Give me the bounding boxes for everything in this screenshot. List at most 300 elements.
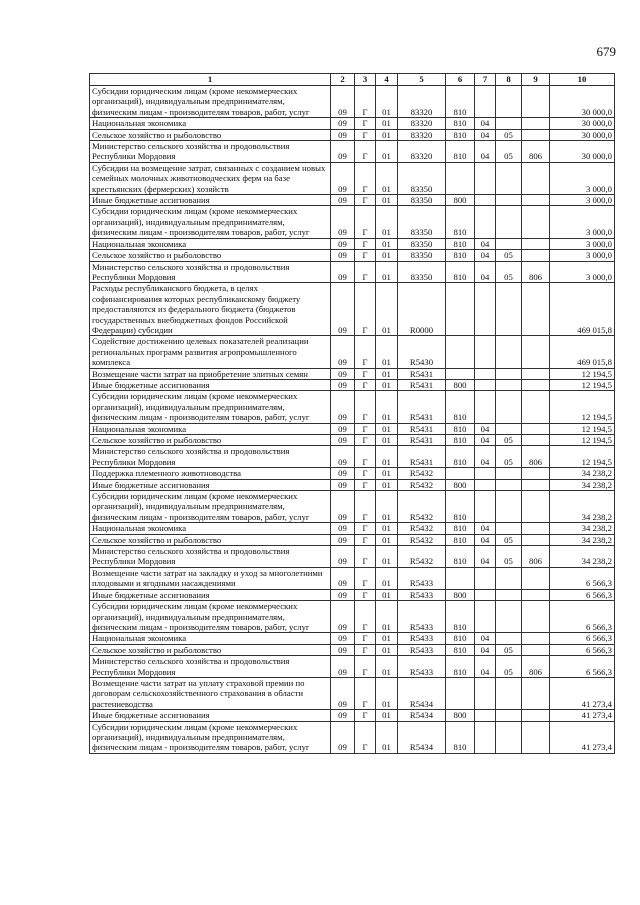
code-2: 09 bbox=[331, 601, 355, 633]
code-5: R5433 bbox=[398, 656, 446, 678]
code-6: 810 bbox=[446, 446, 475, 468]
code-3: Г bbox=[355, 250, 376, 261]
row-name: Сельское хозяйство и рыболовство bbox=[90, 644, 331, 655]
code-3: Г bbox=[355, 238, 376, 249]
code-2: 09 bbox=[331, 644, 355, 655]
table-row bbox=[90, 435, 615, 446]
code-7: 04 bbox=[475, 534, 496, 545]
code-3: Г bbox=[355, 379, 376, 390]
code-2: 09 bbox=[331, 633, 355, 644]
code-9: 806 bbox=[522, 446, 550, 468]
table-row bbox=[90, 238, 615, 249]
code-2: 09 bbox=[331, 435, 355, 446]
row-name: Субсидии юридическим лицам (кроме некоммерческих организаций), индивидуальным предпринимателям, физическим лицам - производителям товаров, работ, услуг bbox=[90, 206, 331, 238]
table-row bbox=[90, 129, 615, 140]
code-4: 01 bbox=[376, 238, 398, 249]
code-9 bbox=[522, 336, 550, 368]
code-8 bbox=[496, 206, 522, 238]
amount: 3 000,0 bbox=[550, 238, 615, 249]
table-row bbox=[90, 644, 615, 655]
code-9 bbox=[522, 391, 550, 423]
code-3: Г bbox=[355, 546, 376, 568]
code-5: R5431 bbox=[398, 446, 446, 468]
amount: 30 000,0 bbox=[550, 118, 615, 129]
code-4: 01 bbox=[376, 379, 398, 390]
row-name: Субсидии на возмещение затрат, связанных с созданием новых семейных молочных животноводческих ферм на базе крестьянских (фермерских) хозяйств bbox=[90, 162, 331, 194]
code-4: 01 bbox=[376, 118, 398, 129]
code-6: 800 bbox=[446, 479, 475, 490]
code-7 bbox=[475, 468, 496, 479]
code-8: 05 bbox=[496, 644, 522, 655]
code-2: 09 bbox=[331, 86, 355, 118]
column-header: 6 bbox=[446, 74, 475, 86]
table-row bbox=[90, 523, 615, 534]
code-7 bbox=[475, 491, 496, 523]
code-7 bbox=[475, 86, 496, 118]
row-name: Иные бюджетные ассигнования bbox=[90, 379, 331, 390]
amount: 34 238,2 bbox=[550, 523, 615, 534]
code-8: 05 bbox=[496, 435, 522, 446]
code-6: 800 bbox=[446, 379, 475, 390]
code-6: 810 bbox=[446, 656, 475, 678]
row-name: Иные бюджетные ассигнования bbox=[90, 479, 331, 490]
code-2: 09 bbox=[331, 446, 355, 468]
code-2: 09 bbox=[331, 118, 355, 129]
code-5: 83350 bbox=[398, 250, 446, 261]
code-5: R5431 bbox=[398, 423, 446, 434]
code-9 bbox=[522, 423, 550, 434]
code-3: Г bbox=[355, 423, 376, 434]
code-7 bbox=[475, 283, 496, 336]
code-6 bbox=[446, 283, 475, 336]
code-5: 83350 bbox=[398, 238, 446, 249]
amount: 3 000,0 bbox=[550, 195, 615, 206]
code-9 bbox=[522, 435, 550, 446]
code-4: 01 bbox=[376, 336, 398, 368]
amount: 6 566,3 bbox=[550, 567, 615, 589]
code-2: 09 bbox=[331, 162, 355, 194]
amount: 12 194,5 bbox=[550, 379, 615, 390]
row-name: Национальная экономика bbox=[90, 523, 331, 534]
code-8 bbox=[496, 283, 522, 336]
row-name: Сельское хозяйство и рыболовство bbox=[90, 250, 331, 261]
amount: 3 000,0 bbox=[550, 206, 615, 238]
table-row bbox=[90, 677, 615, 709]
code-7: 04 bbox=[475, 523, 496, 534]
code-8 bbox=[496, 379, 522, 390]
code-4: 01 bbox=[376, 479, 398, 490]
code-4: 01 bbox=[376, 523, 398, 534]
code-5: R5431 bbox=[398, 379, 446, 390]
code-3: Г bbox=[355, 677, 376, 709]
code-8 bbox=[496, 601, 522, 633]
code-3: Г bbox=[355, 589, 376, 600]
code-9 bbox=[522, 601, 550, 633]
code-4: 01 bbox=[376, 368, 398, 379]
code-3: Г bbox=[355, 633, 376, 644]
code-6 bbox=[446, 368, 475, 379]
code-5: R5433 bbox=[398, 567, 446, 589]
code-8 bbox=[496, 118, 522, 129]
row-name: Субсидии юридическим лицам (кроме некоммерческих организаций), индивидуальным предпринимателям, физическим лицам - производителям товаров, работ, услуг bbox=[90, 86, 331, 118]
code-9 bbox=[522, 567, 550, 589]
code-5: 83350 bbox=[398, 261, 446, 283]
code-8: 05 bbox=[496, 656, 522, 678]
code-6: 810 bbox=[446, 261, 475, 283]
code-3: Г bbox=[355, 656, 376, 678]
code-6 bbox=[446, 567, 475, 589]
table-row bbox=[90, 141, 615, 163]
code-6: 800 bbox=[446, 589, 475, 600]
code-8 bbox=[496, 468, 522, 479]
table-row bbox=[90, 162, 615, 194]
code-8: 05 bbox=[496, 261, 522, 283]
amount: 41 273,4 bbox=[550, 677, 615, 709]
code-7 bbox=[475, 589, 496, 600]
code-8 bbox=[496, 423, 522, 434]
code-5: R5432 bbox=[398, 468, 446, 479]
code-5: R5433 bbox=[398, 633, 446, 644]
code-8 bbox=[496, 677, 522, 709]
code-8: 05 bbox=[496, 534, 522, 545]
code-3: Г bbox=[355, 162, 376, 194]
amount: 30 000,0 bbox=[550, 141, 615, 163]
code-4: 01 bbox=[376, 567, 398, 589]
code-7: 04 bbox=[475, 238, 496, 249]
code-3: Г bbox=[355, 336, 376, 368]
row-name: Министерство сельского хозяйства и продовольствия Республики Мордовия bbox=[90, 141, 331, 163]
code-7: 04 bbox=[475, 435, 496, 446]
code-2: 09 bbox=[331, 710, 355, 721]
code-5: R5432 bbox=[398, 479, 446, 490]
code-7: 04 bbox=[475, 250, 496, 261]
code-9 bbox=[522, 162, 550, 194]
code-9: 806 bbox=[522, 546, 550, 568]
code-8 bbox=[496, 162, 522, 194]
table-row bbox=[90, 534, 615, 545]
code-2: 09 bbox=[331, 129, 355, 140]
code-9 bbox=[522, 534, 550, 545]
row-name: Возмещение части затрат на приобретение элитных семян bbox=[90, 368, 331, 379]
code-3: Г bbox=[355, 391, 376, 423]
column-header: 3 bbox=[355, 74, 376, 86]
code-4: 01 bbox=[376, 86, 398, 118]
table-row bbox=[90, 250, 615, 261]
code-8: 05 bbox=[496, 250, 522, 261]
table-row bbox=[90, 710, 615, 721]
amount: 12 194,5 bbox=[550, 435, 615, 446]
amount: 34 238,2 bbox=[550, 468, 615, 479]
code-7: 04 bbox=[475, 129, 496, 140]
row-name: Национальная экономика bbox=[90, 423, 331, 434]
code-4: 01 bbox=[376, 534, 398, 545]
code-4: 01 bbox=[376, 250, 398, 261]
code-2: 09 bbox=[331, 534, 355, 545]
code-3: Г bbox=[355, 368, 376, 379]
code-9 bbox=[522, 250, 550, 261]
code-6: 810 bbox=[446, 129, 475, 140]
code-5: R5432 bbox=[398, 546, 446, 568]
code-5: R5433 bbox=[398, 644, 446, 655]
code-2: 09 bbox=[331, 468, 355, 479]
table-row bbox=[90, 546, 615, 568]
amount: 30 000,0 bbox=[550, 129, 615, 140]
row-name: Поддержка племенного животноводства bbox=[90, 468, 331, 479]
code-6: 800 bbox=[446, 195, 475, 206]
code-2: 09 bbox=[331, 523, 355, 534]
code-9 bbox=[522, 479, 550, 490]
amount: 6 566,3 bbox=[550, 589, 615, 600]
row-name: Субсидии юридическим лицам (кроме некоммерческих организаций), индивидуальным предпринимателям, физическим лицам - производителям товаров, работ, услуг bbox=[90, 491, 331, 523]
code-5: R5433 bbox=[398, 601, 446, 633]
code-5: 83320 bbox=[398, 129, 446, 140]
code-7 bbox=[475, 479, 496, 490]
code-7 bbox=[475, 710, 496, 721]
code-2: 09 bbox=[331, 491, 355, 523]
code-6: 810 bbox=[446, 644, 475, 655]
amount: 12 194,5 bbox=[550, 423, 615, 434]
code-4: 01 bbox=[376, 446, 398, 468]
table-row bbox=[90, 446, 615, 468]
code-5: R5432 bbox=[398, 491, 446, 523]
table-row bbox=[90, 283, 615, 336]
row-name: Возмещение части затрат на закладку и уход за многолетними плодовыми и ягодными насаждениями bbox=[90, 567, 331, 589]
code-5: R5434 bbox=[398, 710, 446, 721]
code-8 bbox=[496, 195, 522, 206]
code-3: Г bbox=[355, 446, 376, 468]
code-4: 01 bbox=[376, 656, 398, 678]
amount: 41 273,4 bbox=[550, 710, 615, 721]
code-7 bbox=[475, 601, 496, 633]
code-9 bbox=[522, 468, 550, 479]
amount: 469 015,8 bbox=[550, 336, 615, 368]
code-3: Г bbox=[355, 283, 376, 336]
code-6: 810 bbox=[446, 633, 475, 644]
code-4: 01 bbox=[376, 423, 398, 434]
code-6: 810 bbox=[446, 118, 475, 129]
code-2: 09 bbox=[331, 589, 355, 600]
code-5: R5431 bbox=[398, 391, 446, 423]
code-7 bbox=[475, 721, 496, 753]
row-name: Иные бюджетные ассигнования bbox=[90, 710, 331, 721]
row-name: Министерство сельского хозяйства и продовольствия Республики Мордовия bbox=[90, 446, 331, 468]
table-row bbox=[90, 589, 615, 600]
code-3: Г bbox=[355, 118, 376, 129]
code-8: 05 bbox=[496, 546, 522, 568]
code-5: R0000 bbox=[398, 283, 446, 336]
code-9 bbox=[522, 129, 550, 140]
code-2: 09 bbox=[331, 677, 355, 709]
code-5: 83350 bbox=[398, 162, 446, 194]
code-8 bbox=[496, 491, 522, 523]
code-6: 810 bbox=[446, 721, 475, 753]
code-3: Г bbox=[355, 534, 376, 545]
amount: 34 238,2 bbox=[550, 546, 615, 568]
table-row bbox=[90, 206, 615, 238]
code-5: R5434 bbox=[398, 677, 446, 709]
table-row bbox=[90, 721, 615, 753]
code-7: 04 bbox=[475, 141, 496, 163]
code-8 bbox=[496, 479, 522, 490]
table-row bbox=[90, 479, 615, 490]
table-row bbox=[90, 368, 615, 379]
table-row bbox=[90, 336, 615, 368]
code-9 bbox=[522, 710, 550, 721]
row-name: Национальная экономика bbox=[90, 238, 331, 249]
code-4: 01 bbox=[376, 162, 398, 194]
table-row bbox=[90, 601, 615, 633]
code-5: R5432 bbox=[398, 523, 446, 534]
code-6: 810 bbox=[446, 523, 475, 534]
code-6: 810 bbox=[446, 534, 475, 545]
code-2: 09 bbox=[331, 567, 355, 589]
row-name: Субсидии юридическим лицам (кроме некоммерческих организаций), индивидуальным предпринимателям, физическим лицам - производителям товаров, работ, услуг bbox=[90, 391, 331, 423]
code-4: 01 bbox=[376, 491, 398, 523]
code-7 bbox=[475, 206, 496, 238]
code-2: 09 bbox=[331, 379, 355, 390]
code-8 bbox=[496, 567, 522, 589]
code-7: 04 bbox=[475, 118, 496, 129]
row-name: Национальная экономика bbox=[90, 633, 331, 644]
code-7 bbox=[475, 162, 496, 194]
row-name: Содействие достижению целевых показателей реализации региональных программ развития агропромышленного комплекса bbox=[90, 336, 331, 368]
code-2: 09 bbox=[331, 546, 355, 568]
code-5: R5432 bbox=[398, 534, 446, 545]
code-8: 05 bbox=[496, 446, 522, 468]
code-4: 01 bbox=[376, 589, 398, 600]
code-4: 01 bbox=[376, 206, 398, 238]
code-9: 806 bbox=[522, 656, 550, 678]
amount: 6 566,3 bbox=[550, 656, 615, 678]
budget-table bbox=[89, 73, 615, 754]
amount: 3 000,0 bbox=[550, 162, 615, 194]
code-9 bbox=[522, 118, 550, 129]
code-6: 810 bbox=[446, 391, 475, 423]
code-8 bbox=[496, 633, 522, 644]
row-name: Иные бюджетные ассигнования bbox=[90, 195, 331, 206]
table-row bbox=[90, 391, 615, 423]
table-row bbox=[90, 468, 615, 479]
table-row bbox=[90, 261, 615, 283]
code-9 bbox=[522, 491, 550, 523]
code-5: R5431 bbox=[398, 435, 446, 446]
code-6 bbox=[446, 677, 475, 709]
code-4: 01 bbox=[376, 546, 398, 568]
code-2: 09 bbox=[331, 423, 355, 434]
code-2: 09 bbox=[331, 368, 355, 379]
row-name: Министерство сельского хозяйства и продовольствия Республики Мордовия bbox=[90, 546, 331, 568]
code-4: 01 bbox=[376, 644, 398, 655]
amount: 34 238,2 bbox=[550, 534, 615, 545]
header-row bbox=[90, 74, 615, 86]
table-row bbox=[90, 118, 615, 129]
code-2: 09 bbox=[331, 238, 355, 249]
amount: 34 238,2 bbox=[550, 479, 615, 490]
code-3: Г bbox=[355, 141, 376, 163]
code-4: 01 bbox=[376, 141, 398, 163]
code-6: 810 bbox=[446, 491, 475, 523]
code-9 bbox=[522, 283, 550, 336]
code-3: Г bbox=[355, 721, 376, 753]
code-7 bbox=[475, 379, 496, 390]
code-8 bbox=[496, 86, 522, 118]
code-9 bbox=[522, 633, 550, 644]
row-name: Сельское хозяйство и рыболовство bbox=[90, 534, 331, 545]
code-9: 806 bbox=[522, 261, 550, 283]
code-3: Г bbox=[355, 206, 376, 238]
code-4: 01 bbox=[376, 435, 398, 446]
column-header: 7 bbox=[475, 74, 496, 86]
code-6: 810 bbox=[446, 238, 475, 249]
code-9 bbox=[522, 195, 550, 206]
code-4: 01 bbox=[376, 468, 398, 479]
code-6: 810 bbox=[446, 435, 475, 446]
code-7 bbox=[475, 336, 496, 368]
amount: 3 000,0 bbox=[550, 261, 615, 283]
row-name: Расходы республиканского бюджета, в целях софинансирования которых республиканскому бюджету предоставляются из федерального бюджета (бюджетов государственных внебюджетных фондов Российской Федерации) субсидии bbox=[90, 283, 331, 336]
code-6 bbox=[446, 468, 475, 479]
table-body bbox=[90, 86, 615, 754]
code-7 bbox=[475, 391, 496, 423]
page-number: 679 bbox=[596, 44, 616, 59]
row-name: Субсидии юридическим лицам (кроме некоммерческих организаций), индивидуальным предпринимателям, физическим лицам - производителям товаров, работ, услуг bbox=[90, 601, 331, 633]
code-8 bbox=[496, 710, 522, 721]
column-header: 1 bbox=[90, 74, 331, 86]
code-8 bbox=[496, 368, 522, 379]
code-9 bbox=[522, 589, 550, 600]
row-name: Возмещение части затрат на уплату страховой премии по договорам сельскохозяйственного страхования в области растениеводства bbox=[90, 677, 331, 709]
table-row bbox=[90, 656, 615, 678]
code-7: 04 bbox=[475, 546, 496, 568]
table-row bbox=[90, 86, 615, 118]
amount: 3 000,0 bbox=[550, 250, 615, 261]
code-6 bbox=[446, 162, 475, 194]
code-3: Г bbox=[355, 710, 376, 721]
code-7: 04 bbox=[475, 261, 496, 283]
code-2: 09 bbox=[331, 721, 355, 753]
code-9 bbox=[522, 644, 550, 655]
code-3: Г bbox=[355, 479, 376, 490]
code-3: Г bbox=[355, 195, 376, 206]
code-7 bbox=[475, 368, 496, 379]
amount: 6 566,3 bbox=[550, 644, 615, 655]
amount: 469 015,8 bbox=[550, 283, 615, 336]
code-9 bbox=[522, 379, 550, 390]
code-6: 810 bbox=[446, 423, 475, 434]
row-name: Министерство сельского хозяйства и продовольствия Республики Мордовия bbox=[90, 261, 331, 283]
code-4: 01 bbox=[376, 391, 398, 423]
table-row bbox=[90, 379, 615, 390]
code-3: Г bbox=[355, 435, 376, 446]
code-3: Г bbox=[355, 468, 376, 479]
amount: 41 273,4 bbox=[550, 721, 615, 753]
code-9 bbox=[522, 523, 550, 534]
code-8: 05 bbox=[496, 141, 522, 163]
code-8: 05 bbox=[496, 129, 522, 140]
code-2: 09 bbox=[331, 261, 355, 283]
code-2: 09 bbox=[331, 336, 355, 368]
code-4: 01 bbox=[376, 633, 398, 644]
code-7 bbox=[475, 195, 496, 206]
code-2: 09 bbox=[331, 479, 355, 490]
code-4: 01 bbox=[376, 721, 398, 753]
table-row bbox=[90, 195, 615, 206]
code-7: 04 bbox=[475, 656, 496, 678]
row-name: Иные бюджетные ассигнования bbox=[90, 589, 331, 600]
code-5: R5433 bbox=[398, 589, 446, 600]
code-5: 83350 bbox=[398, 195, 446, 206]
code-5: 83320 bbox=[398, 118, 446, 129]
